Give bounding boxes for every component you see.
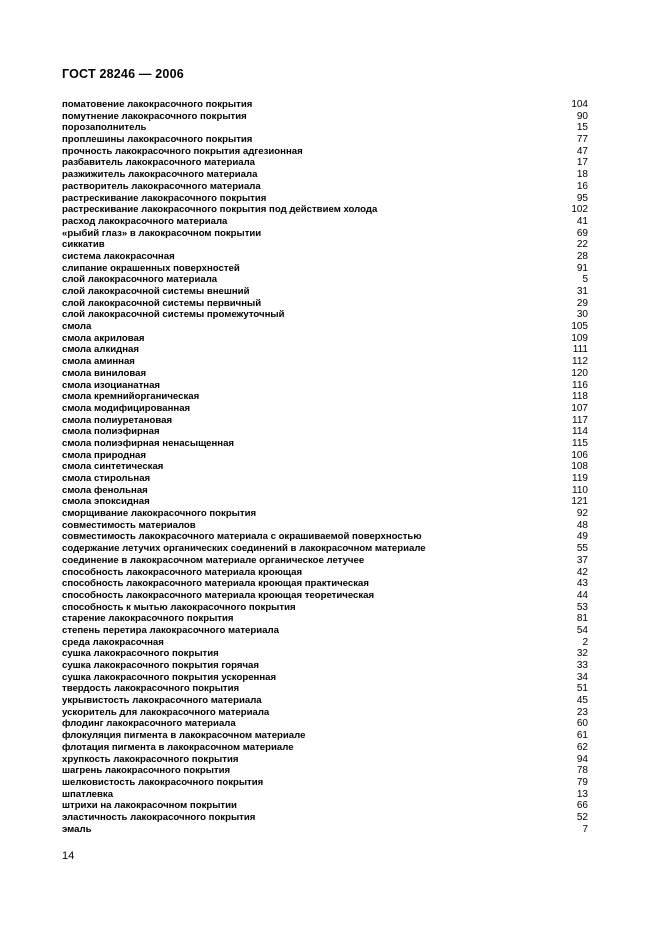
index-term: смола (62, 321, 92, 333)
index-term-number: 78 (576, 765, 588, 777)
index-entry (62, 485, 588, 497)
index-entry (62, 286, 588, 298)
index-term: сушка лакокрасочного покрытия горячая (62, 660, 259, 671)
index-term-number: 5 (582, 274, 588, 286)
index-entry (62, 380, 588, 392)
index-entry (62, 99, 588, 111)
index-term: смола полиэфирная ненасыщенная (62, 437, 235, 449)
index-term-number: 29 (576, 297, 588, 309)
index-term-number: 41 (576, 215, 588, 227)
index-term: расход лакокрасочного материала (62, 215, 228, 227)
index-entry (62, 122, 588, 134)
index-term: слой лакокрасочной системы первичный (62, 297, 262, 309)
index-term: штрихи на лакокрасочном покрытии (62, 800, 237, 812)
index-term: смола синтетическая (62, 461, 164, 473)
index-term-number: 54 (576, 624, 588, 636)
index-entry (62, 298, 588, 310)
index-entry (62, 754, 588, 766)
index-term: флодинг лакокрасочного материала (62, 718, 236, 730)
index-term-number: 42 (576, 566, 588, 578)
index-entry (62, 824, 588, 836)
index-entry (62, 321, 588, 333)
index-entry (62, 146, 588, 158)
index-term: содержание летучих органических соединений в лакокрасочном материале (62, 543, 426, 555)
index-term: флотация пигмента в лакокрасочном материале (62, 741, 294, 753)
index-entry (62, 718, 588, 730)
index-term-number: 112 (572, 356, 588, 368)
index-entry (62, 730, 588, 742)
index-entry (62, 800, 588, 812)
index-entry (62, 461, 588, 473)
index-entry (62, 777, 588, 789)
index-term-number: 52 (576, 811, 588, 823)
index-term-number: 107 (571, 402, 588, 414)
index-entry (62, 765, 588, 777)
index-term: эластичность лакокрасочного покрытия (62, 811, 256, 823)
index-term: смола кремнийорганическая (62, 391, 200, 403)
index-term-number: 7 (582, 823, 588, 835)
index-term: разжижитель лакокрасочного материала (62, 169, 258, 181)
index-entry (62, 660, 588, 672)
index-term: слой лакокрасочной системы внешний (62, 286, 250, 297)
index-entry (62, 707, 588, 719)
index-term: смола полиэфирная (62, 426, 160, 438)
index-term: порозаполнитель (62, 122, 147, 134)
index-entry (62, 683, 588, 695)
index-entry (62, 531, 588, 543)
index-entry (62, 426, 588, 438)
index-term: степень перетира лакокрасочного материала (62, 624, 279, 636)
index-term-number: 119 (572, 473, 588, 484)
index-term-number: 32 (576, 648, 588, 660)
term-index-list (62, 99, 588, 835)
index-term: сморщивание лакокрасочного покрытия (62, 508, 257, 520)
index-term: способность лакокрасочного материала кроющая практическая (62, 578, 369, 590)
page-number: 14 (62, 850, 75, 862)
index-term-number: 31 (576, 286, 588, 297)
index-term-number: 60 (576, 718, 588, 730)
index-term: сушка лакокрасочного покрытия ускоренная (62, 671, 277, 683)
index-term-number: 16 (576, 180, 588, 192)
index-term: растрескивание лакокрасочного покрытия под действием холода (62, 204, 378, 216)
index-entry (62, 216, 588, 228)
index-term: совместимость лакокрасочного материала с окрашиваемой поверхностью (62, 531, 422, 543)
index-term-number: 23 (576, 706, 588, 718)
index-term-number: 45 (576, 695, 588, 707)
index-entry (62, 368, 588, 380)
index-term: способность лакокрасочного материала кроющая теоретическая (62, 589, 375, 601)
index-entry (62, 625, 588, 637)
index-term-number: 95 (576, 192, 588, 204)
index-term-number: 33 (576, 660, 588, 671)
index-entry (62, 274, 588, 286)
index-term: смола модифицированная (62, 402, 191, 414)
index-term-number: 111 (572, 344, 588, 356)
index-term-number: 55 (576, 543, 588, 555)
index-term: проплешины лакокрасочного покрытия (62, 134, 253, 146)
index-entry (62, 812, 588, 824)
index-term: смола изоцианатная (62, 379, 160, 391)
index-term-number: 94 (576, 753, 588, 765)
index-term: растрескивание лакокрасочного покрытия (62, 192, 267, 204)
index-term-number: 116 (572, 379, 588, 391)
index-term: смола стирольная (62, 473, 151, 484)
index-entry (62, 415, 588, 427)
index-entry (62, 508, 588, 520)
index-term: твердость лакокрасочного покрытия (62, 683, 240, 695)
index-term: эмаль (62, 823, 92, 835)
index-term-number: 120 (571, 367, 588, 379)
index-term: среда лакокрасочная (62, 636, 164, 648)
index-term-number: 90 (576, 110, 588, 122)
index-entry (62, 309, 588, 321)
index-entry (62, 637, 588, 649)
index-term: слипание окрашенных поверхностей (62, 262, 240, 274)
index-term-number: 91 (576, 262, 588, 274)
index-term: помутнение лакокрасочного покрытия (62, 110, 247, 122)
index-term-number: 106 (571, 449, 588, 461)
index-term-number: 44 (576, 589, 588, 601)
index-term-number: 114 (572, 426, 588, 438)
index-term-number: 37 (576, 554, 588, 566)
index-term-number: 77 (576, 134, 588, 146)
index-term-number: 15 (576, 122, 588, 134)
index-term-number: 18 (576, 169, 588, 181)
index-term-number: 30 (576, 309, 588, 321)
index-entry (62, 555, 588, 567)
index-term: сушка лакокрасочного покрытия (62, 648, 219, 660)
index-entry (62, 520, 588, 532)
index-entry (62, 578, 588, 590)
index-entry (62, 450, 588, 462)
index-term: смола виниловая (62, 367, 147, 379)
index-term-number: 13 (576, 788, 588, 800)
index-term: система лакокрасочная (62, 250, 175, 262)
index-term: ускоритель для лакокрасочного материала (62, 706, 270, 718)
index-term: сиккатив (62, 239, 105, 251)
index-term: поматовение лакокрасочного покрытия (62, 99, 253, 110)
index-term: слой лакокрасочной системы промежуточный (62, 309, 285, 321)
index-entry (62, 111, 588, 123)
index-term: смола алкидная (62, 344, 139, 356)
index-entry (62, 789, 588, 801)
index-term: способность лакокрасочного материала кроющая (62, 566, 303, 578)
index-entry (62, 263, 588, 275)
index-entry (62, 438, 588, 450)
index-entry (62, 391, 588, 403)
index-entry (62, 496, 588, 508)
index-term: смола аминная (62, 356, 135, 368)
index-term-number: 2 (582, 636, 588, 648)
index-term: флокуляция пигмента в лакокрасочном материале (62, 730, 306, 742)
index-entry (62, 648, 588, 660)
index-term-number: 34 (576, 671, 588, 683)
index-entry (62, 157, 588, 169)
index-entry (62, 473, 588, 485)
index-term-number: 117 (572, 414, 588, 426)
index-entry (62, 169, 588, 181)
index-term-number: 115 (572, 437, 588, 449)
index-entry (62, 204, 588, 216)
index-term: старение лакокрасочного покрытия (62, 613, 234, 625)
index-term-number: 110 (572, 484, 588, 496)
document-header: ГОСТ 28246 — 2006 (62, 67, 184, 81)
index-term: укрывистость лакокрасочного материала (62, 695, 262, 707)
index-term-number: 51 (576, 683, 588, 695)
index-term: соединение в лакокрасочном материале органическое летучее (62, 554, 365, 566)
index-term: смола фенольная (62, 484, 148, 496)
index-term-number: 49 (576, 531, 588, 543)
index-term-number: 61 (576, 730, 588, 742)
index-entry (62, 695, 588, 707)
index-term-number: 121 (571, 496, 588, 508)
index-entry (62, 239, 588, 251)
index-term-number: 118 (572, 391, 588, 403)
index-entry (62, 602, 588, 614)
index-term-number: 92 (576, 508, 588, 520)
index-term: прочность лакокрасочного покрытия адгезионная (62, 145, 303, 157)
index-term-number: 69 (576, 227, 588, 239)
index-entry (62, 193, 588, 205)
index-term-number: 47 (576, 145, 588, 157)
index-term-number: 22 (576, 239, 588, 251)
index-term: смола акриловая (62, 332, 145, 344)
index-term-number: 109 (571, 332, 588, 344)
index-entry (62, 251, 588, 263)
index-term-number: 102 (571, 204, 588, 216)
index-term: смола природная (62, 449, 146, 461)
index-term-number: 81 (576, 613, 588, 625)
index-term-number: 66 (576, 800, 588, 812)
index-term: растворитель лакокрасочного материала (62, 180, 261, 192)
index-term-number: 17 (576, 157, 588, 169)
index-term-number: 104 (571, 99, 588, 110)
index-term: «рыбий глаз» в лакокрасочном покрытии (62, 227, 262, 239)
index-term: способность к мытью лакокрасочного покрытия (62, 601, 296, 613)
index-term: шпатлевка (62, 788, 114, 800)
index-entry (62, 344, 588, 356)
index-term: совместимость материалов (62, 519, 196, 531)
index-entry (62, 134, 588, 146)
index-term-number: 53 (576, 601, 588, 613)
index-term: шелковистость лакокрасочного покрытия (62, 776, 264, 788)
index-term: шагрень лакокрасочного покрытия (62, 765, 231, 777)
index-term-number: 48 (576, 519, 588, 531)
index-entry (62, 403, 588, 415)
index-term-number: 43 (576, 578, 588, 590)
index-term: слой лакокрасочного материала (62, 274, 218, 286)
index-entry (62, 590, 588, 602)
index-term-number: 105 (571, 321, 588, 333)
index-term: разбавитель лакокрасочного материала (62, 157, 255, 169)
index-term-number: 28 (576, 250, 588, 262)
index-entry (62, 672, 588, 684)
index-entry (62, 181, 588, 193)
index-term: смола полиуретановая (62, 414, 173, 426)
index-entry (62, 228, 588, 240)
index-entry (62, 333, 588, 345)
index-term-number: 79 (576, 776, 588, 788)
index-term-number: 62 (576, 741, 588, 753)
index-term: хрупкость лакокрасочного покрытия (62, 753, 239, 765)
index-entry (62, 356, 588, 368)
index-entry (62, 567, 588, 579)
index-term-number: 108 (571, 461, 588, 473)
index-entry (62, 742, 588, 754)
index-term: смола эпоксидная (62, 496, 150, 508)
index-entry (62, 613, 588, 625)
index-entry (62, 543, 588, 555)
